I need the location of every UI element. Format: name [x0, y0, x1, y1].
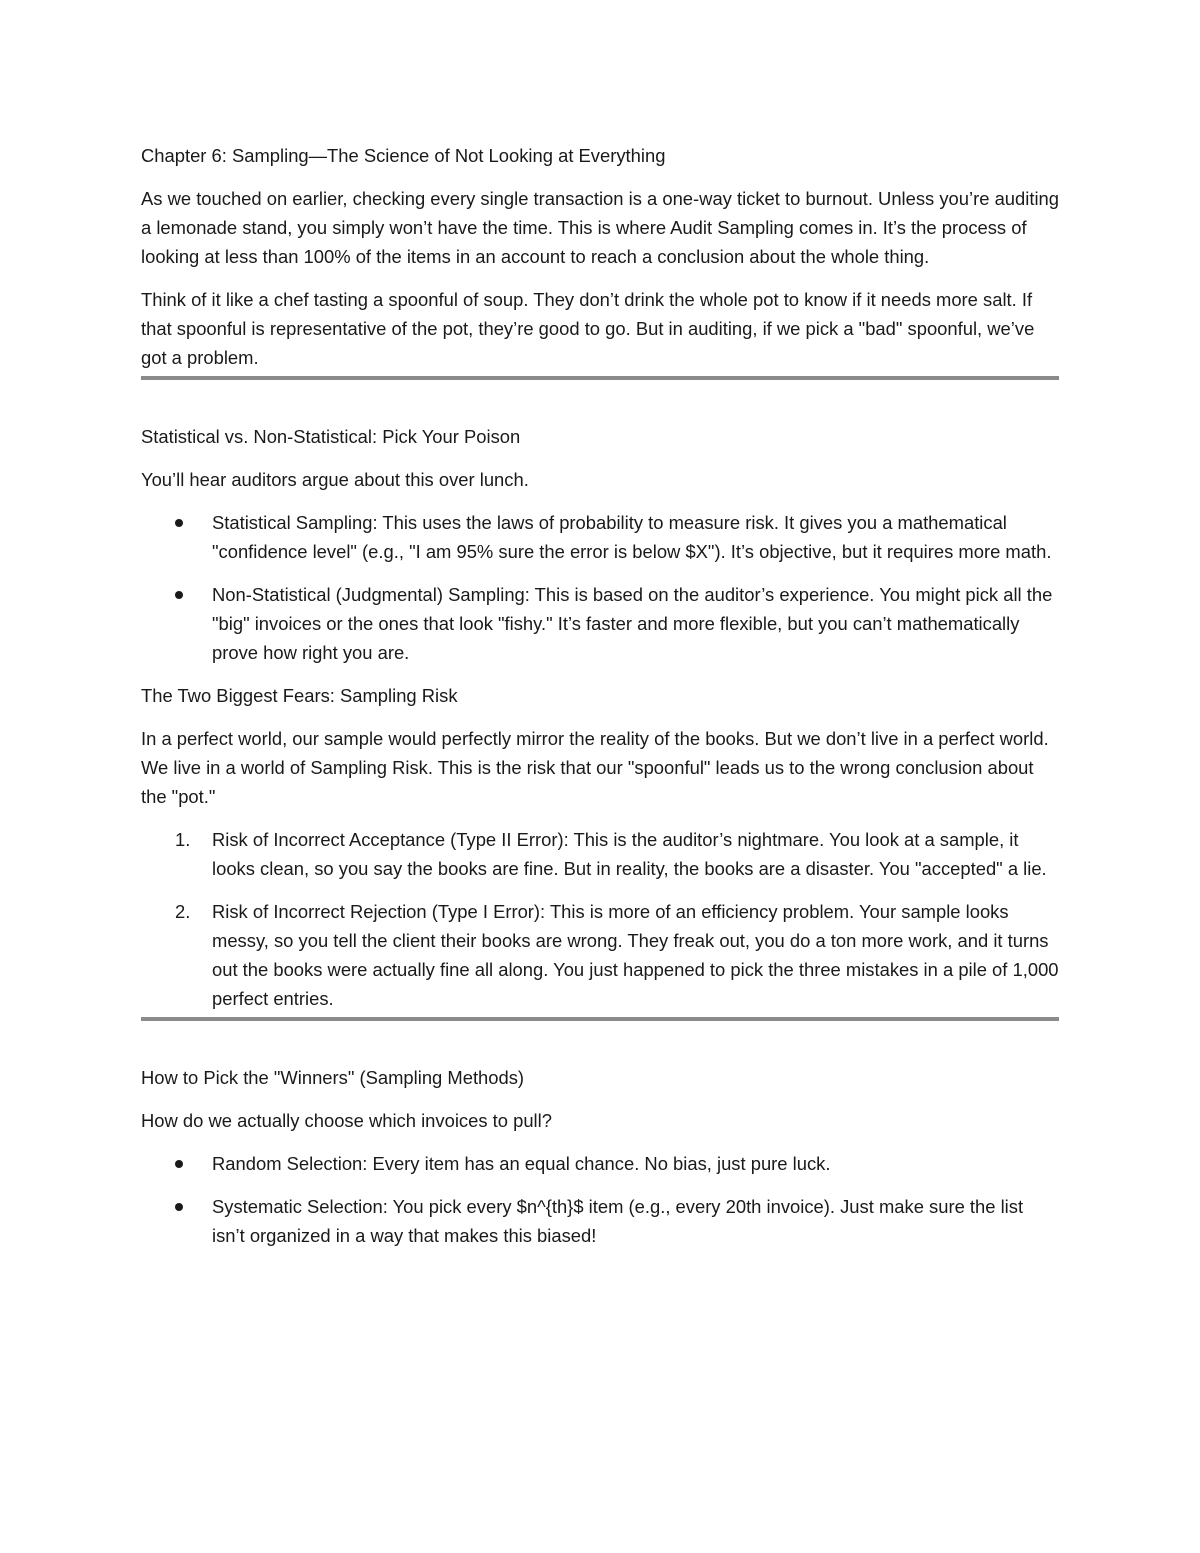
chapter-title: Chapter 6: Sampling—The Science of Not Looking at Everything: [141, 145, 666, 166]
sampling-risk-paragraph: In a perfect world, our sample would perfectly mirror the reality of the books. But we don’t live in a perfect world. We live in a world of Sampling Risk. This is the risk that our "spoonful" leads us to the wrong conclusion about the "pot.": [141, 728, 1049, 807]
numbered-item: [141, 825, 1059, 883]
bullet-icon: [175, 519, 183, 527]
numbered-item-text: Risk of Incorrect Rejection (Type I Error): This is more of an efficiency problem. Your sample looks messy, so you tell the client their books are wrong. They freak out, you do a ton more work, and it turns out the books were actually fine all along. You just happened to pick the three mistakes in a pile of 1,000 perfect entries.: [212, 901, 1059, 1009]
list-item-text: Systematic Selection: You pick every $n^{th}$ item (e.g., every 20th invoice). Just make sure the list isn’t organized in a way that makes this biased!: [212, 1196, 1024, 1246]
document-page: [141, 141, 1059, 1264]
list-item: [141, 1192, 1059, 1250]
list-item-text: Non-Statistical (Judgmental) Sampling: This is based on the auditor’s experience. You might pick all the "big" invoices or the ones that look "fishy." It’s faster and more flexible, but you can’t mathematically prove how right you are.: [212, 584, 1053, 663]
item-number: 1.: [175, 829, 191, 850]
list-item: [141, 1149, 1059, 1178]
list-item: [141, 580, 1059, 667]
list-item-text: Random Selection: Every item has an equal chance. No bias, just pure luck.: [212, 1153, 831, 1174]
list-item-text: Statistical Sampling: This uses the laws of probability to measure risk. It gives you a mathematical "confidence level" (e.g., "I am 95% sure the error is below $X"). It’s objective, but it requires more math.: [212, 512, 1052, 562]
bullet-icon: [175, 1203, 183, 1211]
list-item: [141, 508, 1059, 566]
sampling-types-list: [141, 508, 1059, 667]
section-heading-methods: How to Pick the "Winners" (Sampling Methods): [141, 1067, 525, 1088]
item-number: 2.: [175, 901, 191, 922]
section-divider: [141, 376, 1059, 380]
bullet-icon: [175, 1160, 183, 1168]
soup-analogy-paragraph: Think of it like a chef tasting a spoonful of soup. They don’t drink the whole pot to know if it needs more salt. If that spoonful is representative of the pot, they’re good to go. But in auditing, if we pick a "bad" spoonful, we’ve got a problem.: [141, 289, 1035, 368]
subheading-sampling-risk: The Two Biggest Fears: Sampling Risk: [141, 685, 458, 706]
sampling-methods-list: [141, 1149, 1059, 1250]
section-intro-statistical: You’ll hear auditors argue about this over lunch.: [141, 469, 529, 490]
section-heading-statistical: Statistical vs. Non-Statistical: Pick Your Poison: [141, 426, 521, 447]
bullet-icon: [175, 591, 183, 599]
intro-paragraph: As we touched on earlier, checking every single transaction is a one-way ticket to burnout. Unless you’re auditing a lemonade stand, you simply won’t have the time. This is where Audit Sampling comes in. It’s the process of looking at less than 100% of the items in an account to reach a conclusion about the whole thing.: [141, 188, 1059, 267]
section-intro-methods: How do we actually choose which invoices to pull?: [141, 1110, 552, 1131]
sampling-risk-list: [141, 825, 1059, 1013]
numbered-item: [141, 897, 1059, 1013]
section-divider: [141, 1017, 1059, 1021]
numbered-item-text: Risk of Incorrect Acceptance (Type II Error): This is the auditor’s nightmare. You look at a sample, it looks clean, so you say the books are fine. But in reality, the books are a disaster. You "accepted" a lie.: [212, 829, 1047, 879]
